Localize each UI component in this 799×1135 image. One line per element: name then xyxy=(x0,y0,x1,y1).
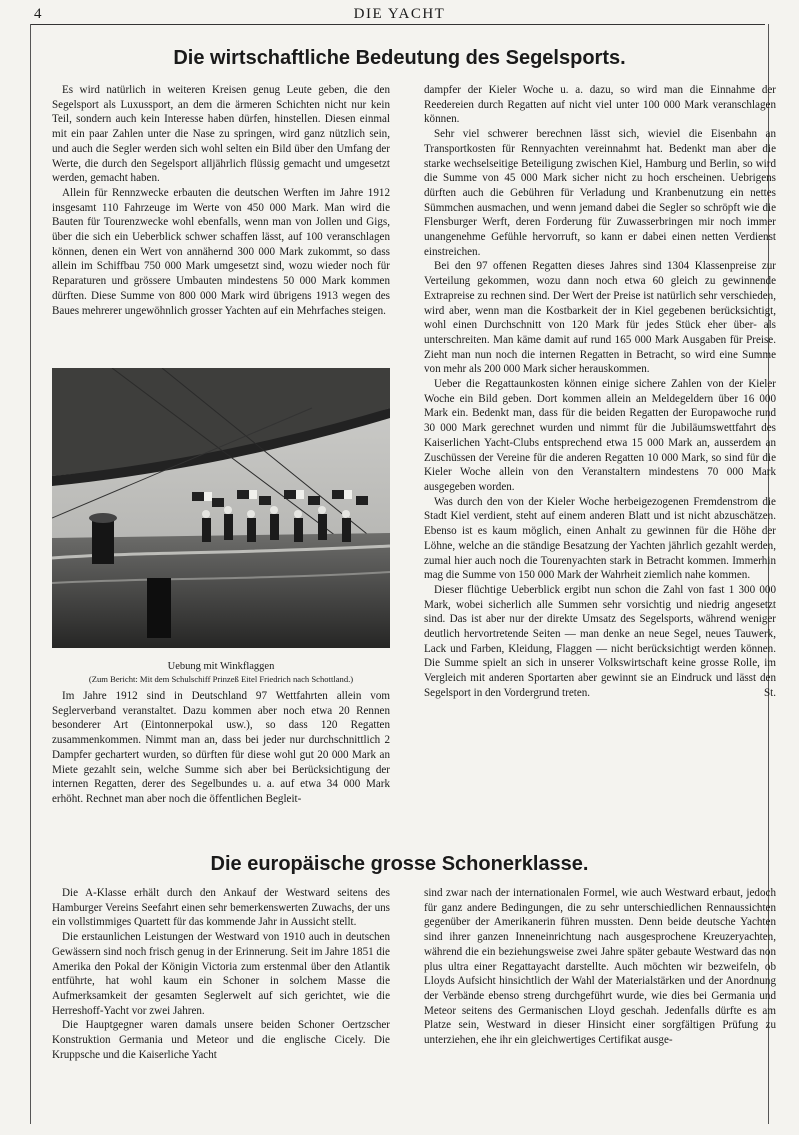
paragraph: sind zwar nach der internationalen Formel, wie auch Westward erbaut, jedoch für ganz andere Bedingungen, die zu sehr unterschiedlichen Rennaussichten gegenüber der Amerikanerin führen mussten. Denn beide deutsche Yachten sind ihrer ganzen Inneneinrichtung nach ausgesprochene Kreuzeryachten, während die ein beziehungsweise zwei Jahre später gebaute Westward das non plus ultra einer Regattayacht darstellte. Auch möchten wir bezweifeln, ob Lloyds Aufsicht hinsichtlich der Wahl der Materialstärken und der Anordnung der Verbände ebenso streng durchgeführt wurde, wie dies bei Germania und Meteor seitens des Germanischen Lloyd geschah. Jedenfalls dürfte es am Platze sein, Westward in dieser Hinsicht einer sorgfältigen Prüfung zu unterziehen, ehe ihr ein gleichwertiges Certifikat ausge- xyxy=(424,887,776,1047)
paragraph: Allein für Rennzwecke erbauten die deutschen Werften im Jahre 1912 insgesamt 110 Fahrzeuge im Werte von 450 000 Mark. Man wird die Bauten für Tourenzwecke wohl ebenfalls, wenn man von Jollen und Gigs, über die sich ein Ueberblick schwer schaffen lässt, auf 100 veranschlagen können, denen ein Wert von annähernd 300 000 Mark zukommt, so dass allein im Schiffbau 750 000 Mark umgesetzt sind, wozu wieder noch für Reparaturen und grössere Umbauten mindestens 50 000 Mark kommen dürften. Diese Summe von 800 000 Mark wird übrigens 1913 wegen des Baues mehrerer ungewöhnlich grosser Yachten auf ein Mehrfaches steigen. xyxy=(52,186,390,317)
running-title: DIE YACHT xyxy=(353,6,446,22)
ship-deck-photo xyxy=(52,368,390,648)
article-column-left-lower xyxy=(52,689,390,807)
article-column-right xyxy=(424,886,776,1048)
paragraph: Im Jahre 1912 sind in Deutschland 97 Wettfahrten allein vom Seglerverband veranstaltet. Dazu kommen aber noch etwa 20 Rennen besonderer Art (Eintonnerpokal usw.), so dass 120 Regatten zusammenkommen. Nimmt man an, dass bei jeder nur durchschnittlich 2 Dampfer gechartert wurden, so dürften für diese wohl gut 20 000 Mark an Miete gezahlt sein, welche Summe sich aber bei Berücksichtigung der internen Regatten, derer des Segelbundes u. a. auf etwa 34 000 Mark erhöht. Rechnet man aber noch die öffentlichen Begleit- xyxy=(52,690,390,805)
left-border-rule xyxy=(30,24,31,1124)
article-title: Die wirtschaftliche Bedeutung des Segelsports. xyxy=(173,47,626,69)
paragraph: Es wird natürlich in weiteren Kreisen genug Leute geben, die den Segelsport als Luxussport, an dem die ärmeren Schichten nicht nur kein Teil, sondern auch kein Interesse haben dürfen, hinstellen. Diesen einmal mit ein paar Zahlen unter die Nase zu springen, wird ganz nützlich sein, und auch die Segler werden sich wohl selten ein Bild über den Umfang der Werte, die durch den Segelsport alljährlich flüssig gemacht und umgesetzt werden, gemacht haben. xyxy=(52,84,390,185)
article-title: Die europäische grosse Schonerklasse. xyxy=(210,853,589,875)
paragraph: dampfer der Kieler Woche u. a. dazu, so wird man die Einnahme der Reedereien durch Regatten auf nicht viel unter 100 000 Mark veranschlagen können. xyxy=(424,84,776,126)
paragraph: Die A-Klasse erhält durch den Ankauf der Westward seitens des Hamburger Vereins Seefahrt einen sehr bemerkenswerten Zuwachs, der uns ein vollstimmiges Quartett für das kommende Jahr in Aussicht stellt. xyxy=(52,887,390,929)
paragraph: Bei den 97 offenen Regatten dieses Jahres sind 1304 Klassenpreise zur Verteilung gekommen, wozu dann noch etwa 60 gleich zu gewinnende Extrapreise zu rechnen sind. Der Wert der Preise ist natürlich sehr verschieden, wird aber, wenn man die Kostbarkeit der in Kiel gegebenen berücksichtigt, wohl einen Durchschnitt von 120 Mark für jedes Stück eher über- als unterschreiten. Man käme damit auf rund 165 000 Mark Ausgaben für Preise. Zieht man nun noch die internen Regatten in Betracht, so wird eine Summe von mehr als 200 000 Mark sicher herauskommen. xyxy=(424,260,776,376)
paragraph: Die Hauptgegner waren damals unsere beiden Schoner Oertzscher Konstruktion Germania und Meteor und die englische Cicely. Die Kruppsche und die Kaiserliche Yacht xyxy=(52,1019,390,1061)
paragraph-text: Dieser flüchtige Ueberblick ergibt nun schon die Zahl von fast 1 300 000 Mark, wobei sicherlich alle Summen sehr vorsichtig und niedrig angesetzt sind. Das ist aber nur der direkte Umsatz des Segelsports, während weniger deutlich hervortretende Seiten — man denke an neue Segel, neues Tauwerk, Lack und Farben, Kleidung, Flaggen — nicht berücksichtigt werden können. Die Summe spielt an sich in unserer Volkswirtschaft keine grosse Rolle, im Vergleich mit anderen Sportarten aber gewinnt sie an Eindruck und lässt den Segelsport in den Vordergrund treten. xyxy=(424,583,776,699)
article-column-right xyxy=(424,83,776,701)
page-number: 4 xyxy=(34,6,42,22)
paragraph: Sehr viel schwerer berechnen lässt sich, wieviel die Eisenbahn an Transportkosten für Rennyachten vereinnahmt hat. Bedenkt man aber die starke wechselseitige Beteiligung zwischen Kiel, Hamburg und Berlin, so wird die Summe von 45 000 Mark sicher nicht zu hoch erscheinen. Uebrigens dürften auch die Gebühren für Verladung und Kranbenutzung ein nettes Sümmchen ausmachen, und wenn jemand dabei die Segler so schröpft wie die Flensburger Werft, deren Forderung für Zuwasserbringen mir noch immer unangenehme Gefühle hervorruft, so kann er dabei einen netten Verdienst einstreichen. xyxy=(424,128,776,258)
article-column-left xyxy=(52,886,390,1062)
article-column-left xyxy=(52,83,390,318)
header-rule xyxy=(30,24,765,25)
figure-subcaption: (Zum Bericht: Mit dem Schulschiff Prinzeß Eitel Friedrich nach Schottland.) xyxy=(88,674,354,684)
figure-caption: Uebung mit Winkflaggen xyxy=(167,661,275,672)
paragraph: Ueber die Regattaunkosten können einige sichere Zahlen von der Kieler Woche ein Bild geben. Dort kommen allein an Meldegeldern über 16 000 Mark ein. Bedenkt man, dass für die beiden Regatten der Europawoche rund 30 000 Mark gerechnet wurden und nimmt für die Jubiläumswettfahrt des Kaiserlichen Yacht-Clubs entsprechend etwa 15 000 Mark an, ausserdem an Zuschüssen der Vereine für die anderen Regatten 10 000 Mark, so sind für die Kieler Woche allein von den Veranstaltern mindestens 70 000 Mark ausgegeben worden. xyxy=(424,378,776,493)
paragraph: Was durch den von der Kieler Woche herbeigezogenen Fremdenstrom die Stadt Kiel verdient, steht auf einem anderen Blatt und ist nicht abzuschätzen. Ebenso ist es kaum möglich, einen Anhalt zu gewinnen für die Höhe der Löhne, welche an die ständige Besatzung der Yachten jährlich gezahlt werden, zumal hier auch noch die Tourenyachten stark in Betracht kommen. Immerhin mag die Summe von 150 000 Mark der Wahrheit ziemlich nahe kommen. xyxy=(424,495,776,582)
paragraph: Die erstaunlichen Leistungen der Westward von 1910 auch in deutschen Gewässern sind noch frisch genug in der Erinnerung. Seit im Jahre 1851 die Amerika den Pokal der Königin Victoria zum erstenmal über den Atlantik entführte, hat wohl kaum ein Schoner in solchem Masse die Aufmerksamkeit der gesamten Seglerwelt auf sich gerichtet, wie die Herreshoff-Yacht vor zwei Jahren. xyxy=(52,931,390,1017)
paragraph xyxy=(424,583,776,701)
photo-signal-flags xyxy=(52,368,390,648)
author-signature: St. xyxy=(763,686,776,699)
